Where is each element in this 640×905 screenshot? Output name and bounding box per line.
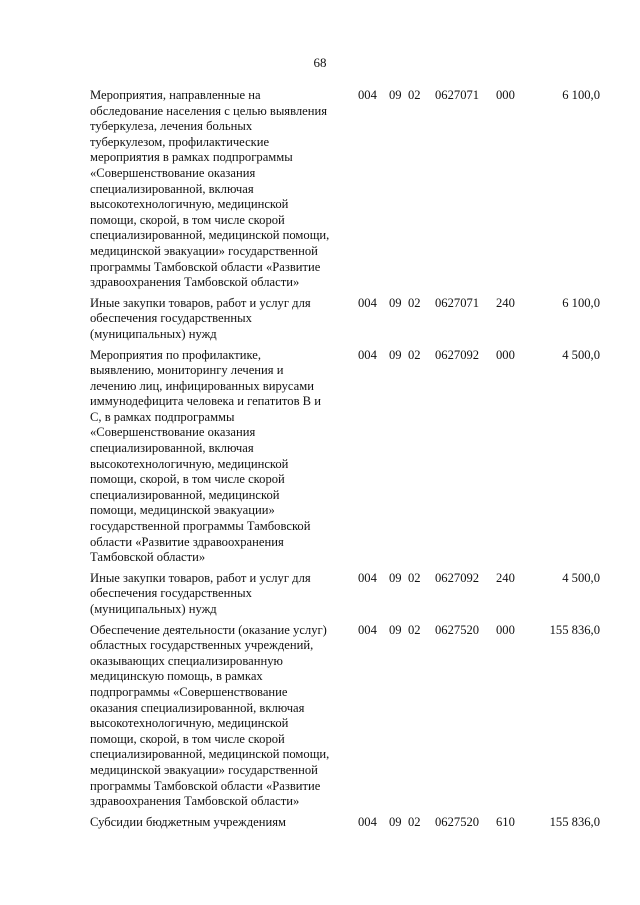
expense-type-code: 000	[496, 88, 515, 102]
target-item-code: 0627071	[435, 295, 480, 310]
row-description: Иные закупки товаров, работ и услуг для обеспечения государственных (муниципальных) нужд	[90, 295, 311, 341]
row-description: Мероприятия по профилактике, выявлению, мониторингу лечения и лечению лиц, инфицированных вирусами иммунодефицита человека и гепатитов В и С, в рамках подпрограммы «Совершенствование оказания специализированной, включая высокотехнологичную, медицинской помощи, скорой, в том числе скорой специализированной, медицинской помощи, медицинской эвакуации» государственной программы Тамбовской области «Развитие здравоохранения Тамбовской области»	[90, 347, 321, 565]
row-description: Иные закупки товаров, работ и услуг для обеспечения государственных (муниципальных) нужд	[90, 570, 311, 616]
target-item-code: 0627520	[435, 622, 480, 637]
subsection-code: 02	[408, 295, 421, 310]
amount: 4 500,0	[562, 570, 600, 585]
grbs-code: 004	[358, 622, 377, 637]
subsection-code: 02	[408, 88, 421, 102]
target-item-code: 0627071	[435, 88, 480, 102]
grbs-code: 004	[358, 347, 377, 362]
subsection-code: 02	[408, 814, 421, 829]
amount: 6 100,0	[562, 295, 600, 310]
expense-type-code: 240	[496, 570, 515, 585]
expense-type-code: 000	[496, 622, 515, 637]
table-row	[90, 571, 610, 618]
table-row	[90, 88, 610, 291]
subsection-code: 02	[408, 570, 421, 585]
table-row	[90, 296, 610, 343]
target-item-code: 0627520	[435, 814, 480, 829]
table-row	[90, 815, 610, 831]
amount: 155 836,0	[549, 622, 600, 637]
section-code: 09	[389, 295, 402, 310]
expense-type-code: 000	[496, 347, 515, 362]
expense-type-code: 610	[496, 814, 515, 829]
row-description: Субсидии бюджетным учреждениям	[90, 814, 286, 829]
amount: 6 100,0	[562, 88, 600, 102]
expense-type-code: 240	[496, 295, 515, 310]
row-description: Обеспечение деятельности (оказание услуг) областных государственных учреждений, оказывающих специализированную медицинскую помощь, в рамках подпрограммы «Совершенствование оказания специализированной, включая высокотехнологичную, медицинской помощи, скорой, в том числе скорой специализированной, медицинской помощи, медицинской эвакуации» государственной программы Тамбовской области «Развитие здравоохранения Тамбовской области»	[90, 622, 330, 809]
grbs-code: 004	[358, 814, 377, 829]
section-code: 09	[389, 88, 402, 102]
section-code: 09	[389, 570, 402, 585]
grbs-code: 004	[358, 88, 377, 102]
section-code: 09	[389, 347, 402, 362]
subsection-code: 02	[408, 347, 421, 362]
grbs-code: 004	[358, 570, 377, 585]
target-item-code: 0627092	[435, 570, 480, 585]
grbs-code: 004	[358, 295, 377, 310]
target-item-code: 0627092	[435, 347, 480, 362]
amount: 4 500,0	[562, 347, 600, 362]
budget-table	[90, 88, 610, 835]
section-code: 09	[389, 622, 402, 637]
amount: 155 836,0	[549, 814, 600, 829]
page-number: 68	[313, 55, 327, 70]
table-row	[90, 348, 610, 566]
table-row	[90, 623, 610, 810]
row-description: Мероприятия, направленные на обследование населения с целью выявления туберкулеза, лечения больных туберкулезом, профилактические мероприятия в рамках подпрограммы «Совершенствование оказания специализированной, включая высокотехнологичную, медицинской помощи, скорой, в том числе скорой специализированной, медицинской помощи, медицинской эвакуации» государственной программы Тамбовской области «Развитие здравоохранения Тамбовской области»	[90, 88, 330, 290]
section-code: 09	[389, 814, 402, 829]
subsection-code: 02	[408, 622, 421, 637]
